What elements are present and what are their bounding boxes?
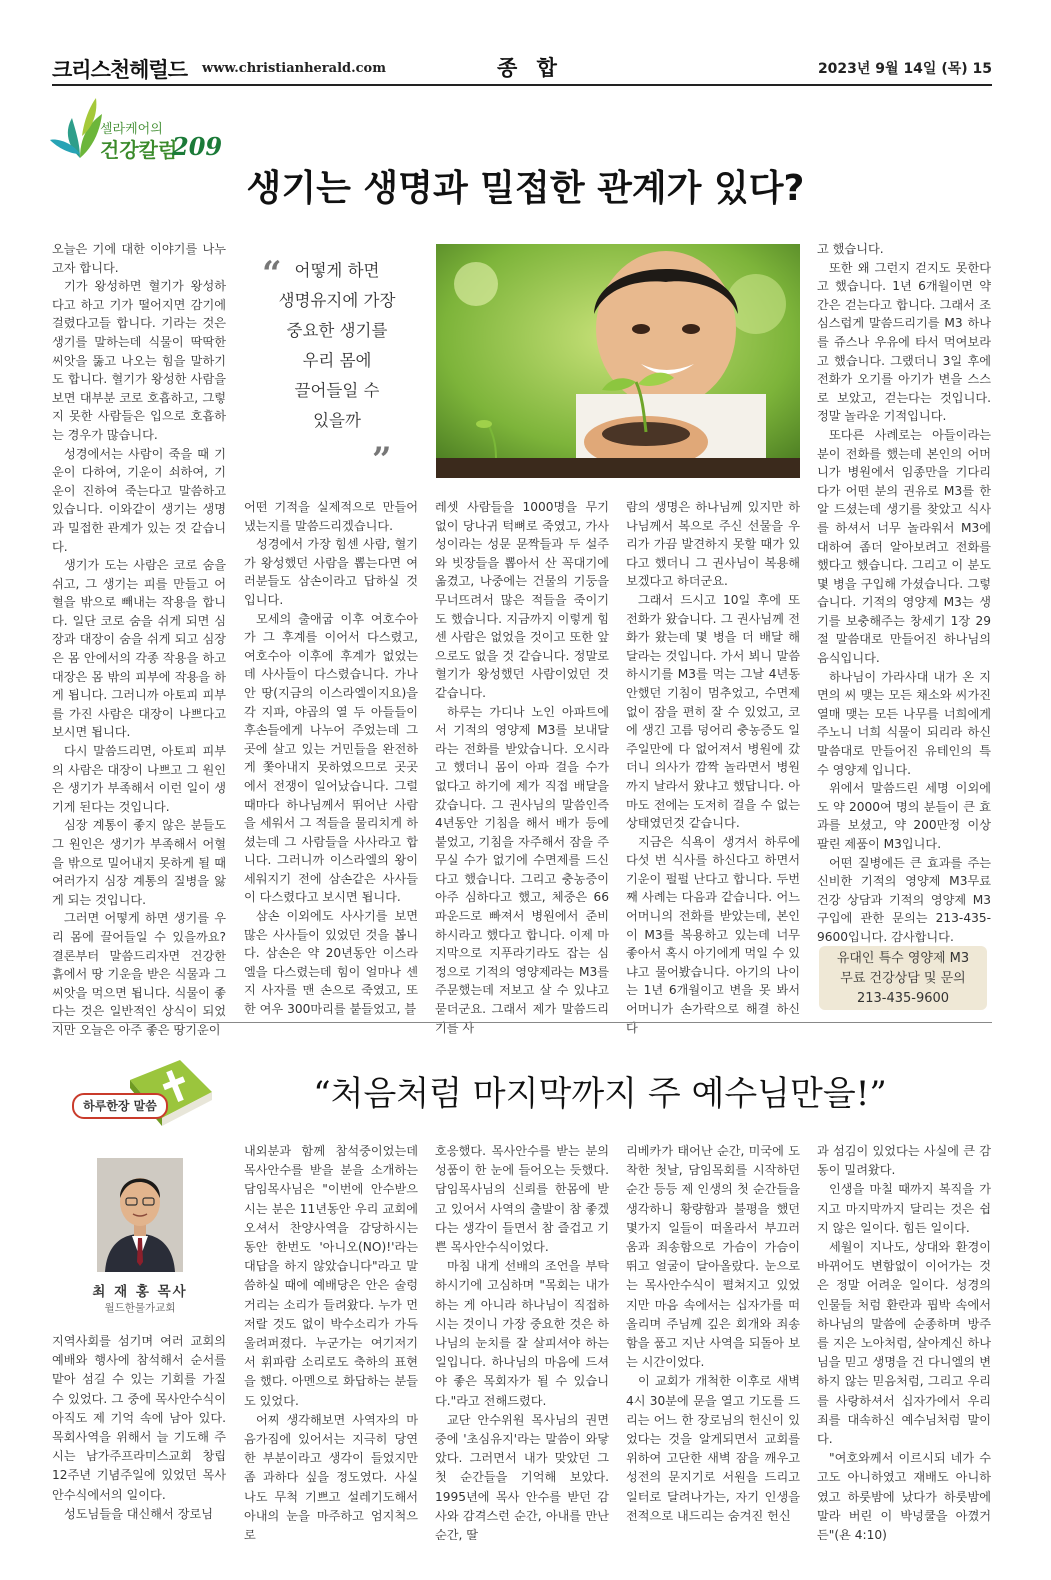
article-column-3	[435, 498, 609, 1035]
sermon-column-3	[435, 1142, 609, 1543]
paragraph: 호응했다. 목사안수를 받는 분의 성품이 한 눈에 들어오는 듯했다. 담임목사님의 신뢰를 한몸에 받고 있어서 사역의 출발이 참 좋겠다는 생각이 들면서 참 즐겁고 기쁜 목사안수식이었다.	[435, 1144, 609, 1255]
paragraph: 람의 생명은 하나님께 있지만 하나님께서 복으로 주신 선물을 우리가 가끔 발견하지 못할 때가 있다고 했더니 그 권사님이 복용해 보겠다고 하더군요.	[626, 500, 800, 589]
paragraph: 내외분과 함께 참석중이었는데 목사안수를 받을 분을 소개하는 담임목사님은 "이번에 안수받으시는 분은 11년동안 우리 교회에 오셔서 찬양사역을 감당하시는 동안 한번도 '아니오(NO)!'라는 대답을 하지 않았습니다"라고 말씀하실 때에 예배당은 안은 술렁거리는 소리가 들려왔다. 누가 먼저랄 것도 없이 박수소리가 가득 울려퍼졌다. 누군가는 여기저기서 휘파람 소리로도 축하의 표현을 했다. 아멘으로 화답하는 분들도 있었다.	[244, 1144, 418, 1408]
sermon-column-4	[626, 1142, 800, 1532]
column-name: 건강칼럼	[100, 138, 178, 162]
website-url[interactable]: www.christianherald.com	[202, 61, 386, 76]
section-title: 종 합	[497, 56, 563, 80]
article-column-1	[52, 240, 226, 1037]
paragraph: 지역사회를 섬기며 여러 교회의 예배와 행사에 참석해서 순서를 맡아 섬길 수 있는 기회를 가질 수 있었다. 그 중에 목사안수식이 아직도 제 기억 속에 남아 있다. 목회사역을 위해서 늘 기도해 주시는 남가주프라미스교회 창립 12주년 기념주일에 있었던 목사안수식에서의 일이다.	[52, 1334, 226, 1502]
close-quote-icon: ”	[372, 440, 392, 480]
paragraph: 성경에서는 사람이 죽을 때 기운이 다하여, 기운이 쇠하여, 기운이 진하여 죽는다고 말씀하고 있습니다. 이와같이 생기는 생명과 밀접한 관계가 있는 것 같습니다.	[52, 446, 226, 554]
paragraph: "여호와께서 이르시되 네가 수고도 아니하였고 재배도 아니하였고 하룻밤에 났다가 하룻밤에 말라 버린 이 박넝쿨을 아꼈거든"(욘 4:10)	[817, 1451, 991, 1543]
column-series: 셀라케어의	[100, 122, 163, 137]
sermon-column-2	[244, 1142, 418, 1543]
author-portrait	[97, 1158, 183, 1272]
paragraph: 또다른 사례로는 아들이라는 분이 전화를 했는데 본인의 어머니가 병원에서 임종만을 기다리다가 어떤 분의 권유로 M3를 한알 드셨는데 생기를 찾았고 식사를 하셔서 너무 놀라워서 M3에 대하여 좀더 알아보려고 전화를 했다고 했습니다. 그리고 이 분도 몇 병을 구입해 가셨습니다. 그렇습니다. 기적의 영양제 M3는 생기를 보충해주는 창세기 1장 29절 말씀대로 만들어진 하나님의 음식입니다.	[817, 427, 991, 666]
paragraph: 성경에서 가장 힘센 사람, 혈기가 왕성했던 사람을 뽑는다면 여러분들도 삼손이라고 답하실 것입니다.	[244, 537, 418, 607]
paragraph: 모세의 출애굽 이후 여호수아가 그 후계를 이어서 다스렸고, 여호수아 이후에 후계가 없었는데 사사들이 다스렸습니다. 가나안 땅(지금의 이스라엘이지요)을 각 지파, 야곱의 열 두 아들들이 후손들에게 나누어 주었는데 그 곳에 살고 있는 거민들을 완전하게 쫓아내지 못하였으므로 곳곳에서 전쟁이 일어났습니다. 그럴 때마다 하나님께서 뛰어난 사람을 세워서 그 적들을 물리치게 하셨는데 그 사람들을 사사라고 합니다. 그러니까 이스라엘의 왕이 세워지기 전에 삼손같은 사사들이 다스렸다고 보시면 됩니다.	[244, 611, 418, 905]
paragraph: 지금은 식욕이 생겨서 하루에 다섯 번 식사를 하신다고 하면서 기운이 펄펄 난다고 합니다. 두번째 사례는 다음과 같습니다. 어느 어머니의 전화를 받았는데, 본인이 M3를 복용하고 있는데 너무 좋아서 혹시 아기에게 먹일 수 있냐고 물어봤습니다. 아기의 나이는 1년 6개월이고 변을 못 봐서 어머니가 손가락으로 해결 하신다	[626, 834, 800, 1035]
pull-quote-line: 우리 몸에	[302, 351, 372, 370]
section-divider	[52, 1022, 992, 1023]
pull-quote-line: 생명유지에 가장	[278, 291, 396, 310]
article-column-2	[244, 498, 418, 1018]
promo-box	[819, 946, 987, 1010]
paragraph: 또한 왜 그런지 걷지도 못한다고 했습니다. 1년 6개월이면 약간은 걷는다고 합니다. 그래서 조심스럽게 말씀드리기를 M3 하나를 쥬스나 우유에 타서 먹여보라고 했습니다. 그랬더니 3일 후에 전화가 오기를 아기가 변을 스스로 보았고, 걷는다는 것입니다. 정말 놀라운 기적입니다.	[817, 260, 991, 424]
paragraph: 그래서 드시고 10일 후에 또 전화가 왔습니다. 그 권사님께 전화가 왔는데 몇 병을 더 배달 해달라는 것입니다. 가서 뵈니 말씀하시기를 M3를 먹는 그날 4년동안했던 기침이 멈추었고, 수면제 없이 잠을 편히 잘 수 있었고, 코에 생긴 고름 덩어리 충농증도 일주일만에 다 없어져서 병원에 갔더니 의사가 깜짝 놀라면서 병원까지 날라서 왔냐고 했답니다. 아마도 전에는 도저히 걸을 수 없는 상태였던것 같습니다.	[626, 592, 800, 831]
sermon-column-1	[52, 1332, 226, 1532]
child-seedling-photo	[436, 244, 800, 478]
promo-line-phone[interactable]: 213-435-9600	[856, 991, 950, 1006]
paragraph: 심장 계통이 좋지 않은 분들도 그 원인은 생기가 부족해서 어혈을 밖으로 밀어내지 못하게 될 때 여러가지 심장 계통의 질병을 앓게 되는 것입니다.	[52, 818, 226, 907]
issue-date: 2023년 9월 14일 (목) 15	[817, 61, 992, 77]
paragraph: 위에서 말씀드린 세명 이외에도 약 2000여 명의 분들이 큰 효과를 보셨고, 약 200만정 이상 팔린 제품이 M3입니다.	[817, 781, 991, 851]
paragraph: 어찌 생각해보면 사역자의 마음가짐에 있어서는 지극히 당연한 부분이라고 생각이 들었지만 좀 과하다 싶을 정도였다. 사실 나도 무척 기쁘고 설레기도해서 아내의 눈을 마주하고 엄지척으로	[244, 1412, 418, 1543]
author-church: 월드한물가교회	[104, 1302, 176, 1314]
pull-quote-line: 있을까	[313, 411, 361, 430]
open-quote-icon: “	[262, 254, 282, 294]
paragraph: 생기가 도는 사람은 코로 숨을 쉬고, 그 생기는 피를 만들고 어혈을 밖으로 빼내는 작용을 합니다. 일단 코로 숨을 쉬게 되면 심장과 대장이 숨을 쉬게 되고 심장은 몸 안에서의 각종 작용을 하고 대장은 몸 밖의 피부에 작용을 하게 됩니다. 그러니까 아토피 피부를 가진 사람은 대장이 나쁘다고 보시면 됩니다.	[52, 558, 226, 740]
newspaper-logo: 크리스천헤럴드	[52, 58, 188, 82]
paragraph: 이 교회가 개척한 이후로 새벽 4시 30분에 문을 열고 기도를 드리는 어느 한 장로님의 헌신이 있었다는 것을 알게되면서 교회를 위하여 고단한 새벽 잠을 깨우고 성전의 문지기로 서원을 드리고 일터로 달려나가는, 자기 인생을 전적으로 내드리는 숨겨진 헌신	[626, 1374, 800, 1523]
paragraph: 오늘은 기에 대한 이야기를 나누고자 합니다.	[52, 242, 226, 275]
sermon-headline: “처음처럼 마지막까지 주 예수님만을!”	[313, 1074, 887, 1114]
paragraph: 어떤 질병에든 큰 효과를 주는 신비한 기적의 영양제 M3무료 건강 상담과 기적의 영양제 M3구입에 관한 문의는 213-435-9600입니다. 감사합니다.	[817, 855, 991, 944]
paragraph: 하나님이 가라사대 내가 온 지면의 씨 맺는 모든 채소와 씨가진 열매 맺는 모든 나무를 너희에게 주노니 너희 식물이 되리라 하신 말씀대로 만들어진 유테인의 특수 영양제 입니다.	[817, 669, 991, 777]
paragraph: 교단 안수위원 목사님의 권면중에 '초심유지'라는 말씀이 와닿았다. 그러면서 내가 맞았던 그 첫 순간들을 기억해 보았다. 1995년에 목사 안수를 받던 감사와 감격스런 순간, 아내를 만난 순간, 딸	[435, 1412, 609, 1543]
paragraph: 기가 왕성하면 혈기가 왕성하다고 하고 기가 떨어지면 감기에 걸렸다고들 합니다. 기라는 것은 생기를 말하는데 식물이 딱딱한 씨앗을 뚫고 나오는 힘을 말하기도 합니다. 혈기가 왕성한 사람을 보면 대부분 코로 호흡하고, 그렇지 못한 사람들은 입으로 호흡하는 경우가 많습니다.	[52, 279, 226, 442]
paragraph: 세월이 지나도, 상대와 환경이 바뀌어도 변함없이 이어가는 것은 정말 어려운 일이다. 성경의 인물들 처럼 환란과 핍박 속에서 하나님의 말씀에 순종하며 방주를 지은 노아처럼, 살아계신 하나님을 믿고 생명을 건 다니엘의 변하지 않는 믿음처럼, 그리고 우리를 사랑하셔서 십자가에서 우리 죄를 대속하신 예수님처럼 말이다.	[817, 1240, 991, 1447]
article-column-4	[626, 498, 800, 1035]
pull-quote-line: 어떻게 하면	[294, 261, 380, 280]
column-number: 209	[172, 132, 223, 161]
masthead	[52, 52, 992, 86]
article-column-5	[817, 240, 991, 944]
pull-quote-line: 중요한 생기를	[286, 321, 388, 340]
paragraph: 성도님들을 대신해서 장로님	[64, 1506, 214, 1521]
paragraph: 리베카가 태어난 순간, 미국에 도착한 첫날, 담임목회를 시작하던 순간 등등 제 인생의 첫 순간들을 생각하니 황량함과 불평을 했던 몇가지 일들이 떠올라서 부끄러움과 죄송함으로 가슴이 가슴이 뛰고 얼굴이 달아올랐다. 눈으로는 목사안수식이 펼쳐지고 있었지만 마음 속에서는 십자가를 떠올리며 주님께 깊은 회개와 죄송함을 품고 지난 사역을 되돌아 보는 시간이었다.	[626, 1144, 800, 1370]
promo-line-product: 유대인 특수 영양제 M3	[836, 951, 970, 966]
paragraph: 삼손 이외에도 사사기를 보면 많은 사사들이 있었던 것을 봅니다. 삼손은 약 20년동안 이스라엘을 다스렸는데 힘이 얼마나 센지 사자를 맨 손으로 죽였고, 또한 여우 300마리를 붙들었고, 블	[244, 909, 418, 1017]
paragraph: 마침 내게 선배의 조언을 부탁하시기에 고심하며 "목회는 내가 하는 게 아니라 하나님이 직접하시는 것이니 가장 중요한 것은 하나님의 눈치를 잘 살피셔야 하는 일입니다. 하나님의 마음에 드셔야 좋은 목회자가 될 수 있습니다."라고 전해드렸다.	[435, 1259, 609, 1408]
author-name: 최 재 홍 목사	[92, 1284, 188, 1300]
sermon-column-5	[817, 1142, 991, 1543]
pull-quote-line: 끌어들일 수	[294, 381, 380, 400]
article-headline: 생기는 생명과 밀접한 관계가 있다?	[246, 168, 805, 209]
promo-line-consult: 무료 건강상담 및 문의	[840, 971, 966, 986]
paragraph: 어떤 기적을 실제적으로 만들어냈는지를 말씀드리겠습니다.	[244, 500, 418, 533]
pull-quote	[262, 256, 412, 470]
paragraph: 인생을 마칠 때까지 복직을 가지고 마지막까지 달리는 것은 쉽지 않은 일이다. 힘든 일이다.	[817, 1182, 991, 1235]
paragraph: 레셋 사람들을 1000명을 무기 없이 당나귀 턱뼈로 죽였고, 가사성이라는 성문 문짝들과 두 설주와 빗장들을 뽑아서 산 꼭대기에 옮겼고, 나중에는 건물의 기둥을 무너뜨려서 많은 적들을 죽이기도 했습니다. 지금까지 이렇게 힘센 사람은 없었을 것이고 또한 앞으로도 없을 것 같습니다. 정말로 혈기가 왕성했던 사람이었던 것 같습니다.	[435, 500, 609, 700]
daily-word-badge: 하루한장 말씀	[72, 1093, 168, 1119]
paragraph: 과 섬김이 있었다는 사실에 큰 감동이 밀려왔다.	[817, 1144, 991, 1178]
paragraph: 고 했습니다.	[817, 242, 884, 256]
paragraph: 그러면 어떻게 하면 생기를 우리 몸에 끌어들일 수 있을까요? 결론부터 말씀드리자면 건강한 흙에서 땅 기운을 받은 식물과 그 씨앗을 먹으면 됩니다. 식물이 좋다는 것은 일반적인 상식이 되었지만 오늘은 아주 좋은 땅기운이	[52, 911, 226, 1037]
paragraph: 하루는 가디나 노인 아파트에서 기적의 영양제 M3를 보내달라는 전화를 받았습니다. 오시라고 했더니 몸이 아파 걸을 수가 없다고 하기에 제가 직접 배달을 갔습니다. 그 권사님의 말씀인즉 4년동안 기침을 해서 배가 등에 붙었고, 기침을 자주해서 잠을 주무실 수가 없기에 수면제를 드신다고 했습니다. 그리고 충농증이 아주 심하다고 했고, 체중은 66파운드로 빠져서 병원에서 준비하시라고 했다고 합니다. 이제 마지막으로 지푸라기라도 잡는 심정으로 기적의 영양제라는 M3를 주문했는데 저보고 살 수 있냐고 묻더군요. 그래서 제가 말씀드리기를 사	[435, 704, 609, 1035]
paragraph: 다시 말씀드리면, 아토피 피부의 사람은 대장이 나쁘고 그 원인은 생기가 부족해서 이런 일이 생기게 된다는 것입니다.	[52, 744, 226, 814]
